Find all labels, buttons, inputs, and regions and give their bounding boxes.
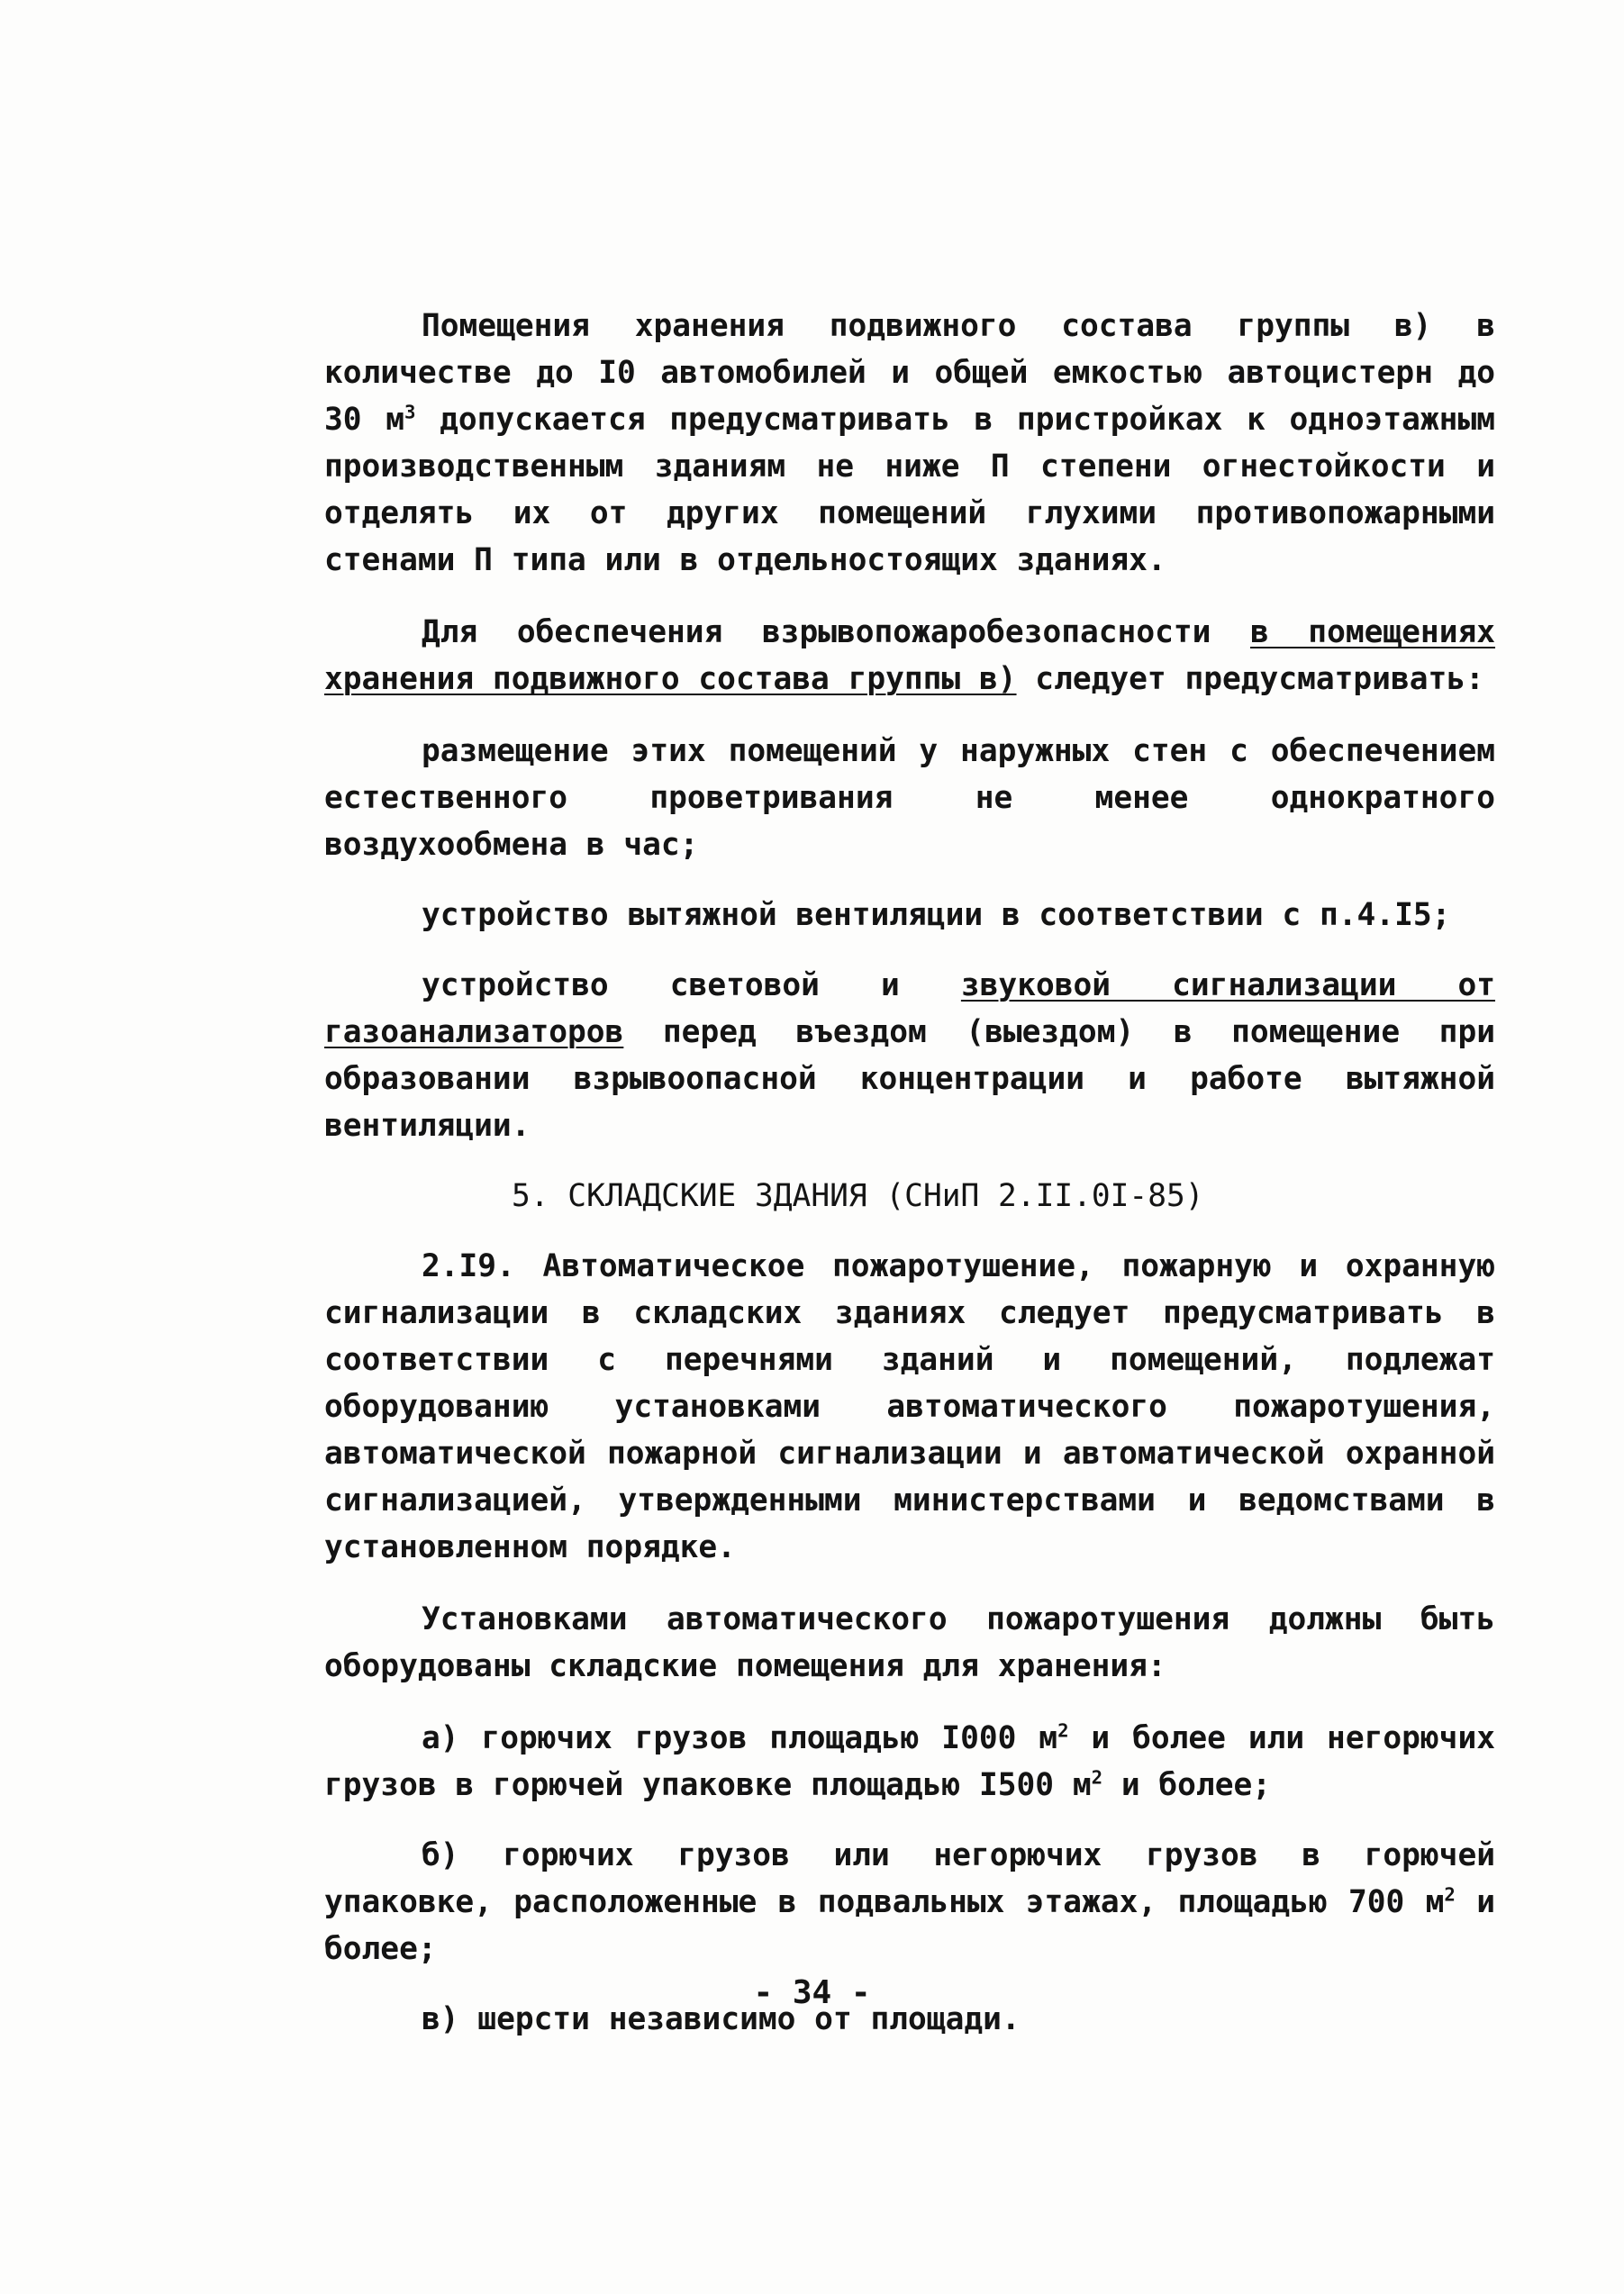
underlined-text: в помещениях хранения подвижного состава группы в): [324, 614, 1496, 697]
superscript: 2: [1091, 1766, 1103, 1789]
paragraph-text: допускается предусматривать в пристройках к одноэтажным производственным зданиям не ниже П степени огнестойкости и отделять их от других помещений глухими противопожарными стенами П типа или в отдельностоящих зданиях.: [324, 402, 1495, 578]
list-item-a: [324, 1715, 1495, 1809]
list-item-v: в) шерсти независимо от площади.: [422, 2001, 1021, 2037]
paragraph-text: следует предусматривать:: [1016, 661, 1484, 697]
paragraph-extinguishing-installations: Установками автоматического пожаротушения должны быть оборудованы складские помещения для хранения:: [324, 1601, 1495, 1684]
superscript: 2: [1444, 1883, 1456, 1906]
underlined-text: звуковой сигнализации от газоанализаторов: [324, 967, 1496, 1050]
superscript: 2: [1057, 1719, 1069, 1742]
paragraph-explosion-safety: [324, 609, 1495, 703]
list-item-placement: размещение этих помещений у наружных стен с обеспечением естественного проветривания не менее однократного воздухообмена в час;: [324, 733, 1495, 863]
list-item-b: [324, 1832, 1495, 1972]
paragraph-text: Для обеспечения взрывопожаробезопасности: [422, 614, 1250, 650]
paragraph-text: а) горючих грузов площадью I000 м: [422, 1720, 1058, 1756]
paragraph-text: и более;: [324, 1884, 1495, 1967]
paragraph-clause-2-19: 2.I9. Автоматическое пожаротушение, пожарную и охранную сигнализации в складских зданиях следует предусматривать в соответствии с перечнями зданий и помещений, подлежат оборудованию установками автоматического пожаротушения, автоматической пожарной сигнализации и автоматической охранной сигнализацией, утвержденными министерствами и ведомствами в установленном порядке.: [324, 1248, 1495, 1565]
paragraph-text: и более или негорючих грузов в горючей упаковке площадью I500 м: [324, 1720, 1495, 1803]
paragraph-text: и более;: [1102, 1767, 1272, 1803]
section-heading: 5. СКЛАДСКИЕ ЗДАНИЯ (СНиП 2.II.0I-85): [512, 1178, 1204, 1214]
paragraph-storage-rooms: [324, 303, 1495, 584]
paragraph-text: Помещения хранения подвижного состава группы в) в количестве до I0 автомобилей и общей емкостью автоцистерн до 30 м: [324, 308, 1495, 438]
paragraph-text: перед въездом (выездом) в помещение при образовании взрывоопасной концентрации и работе вытяжной вентиляции.: [324, 1014, 1495, 1144]
superscript: 3: [404, 401, 416, 423]
list-item-ventilation: устройство вытяжной вентиляции в соответствии с п.4.I5;: [422, 897, 1451, 933]
document-body: [324, 303, 1495, 2066]
page-number: - 34 -: [753, 1974, 871, 2011]
paragraph-text: б) горючих грузов или негорючих грузов в горючей упаковке, расположенные в подвальных этажах, площадью 700 м: [324, 1837, 1495, 1920]
list-item-signalling: [324, 962, 1495, 1149]
paragraph-text: устройство световой и: [422, 967, 961, 1003]
